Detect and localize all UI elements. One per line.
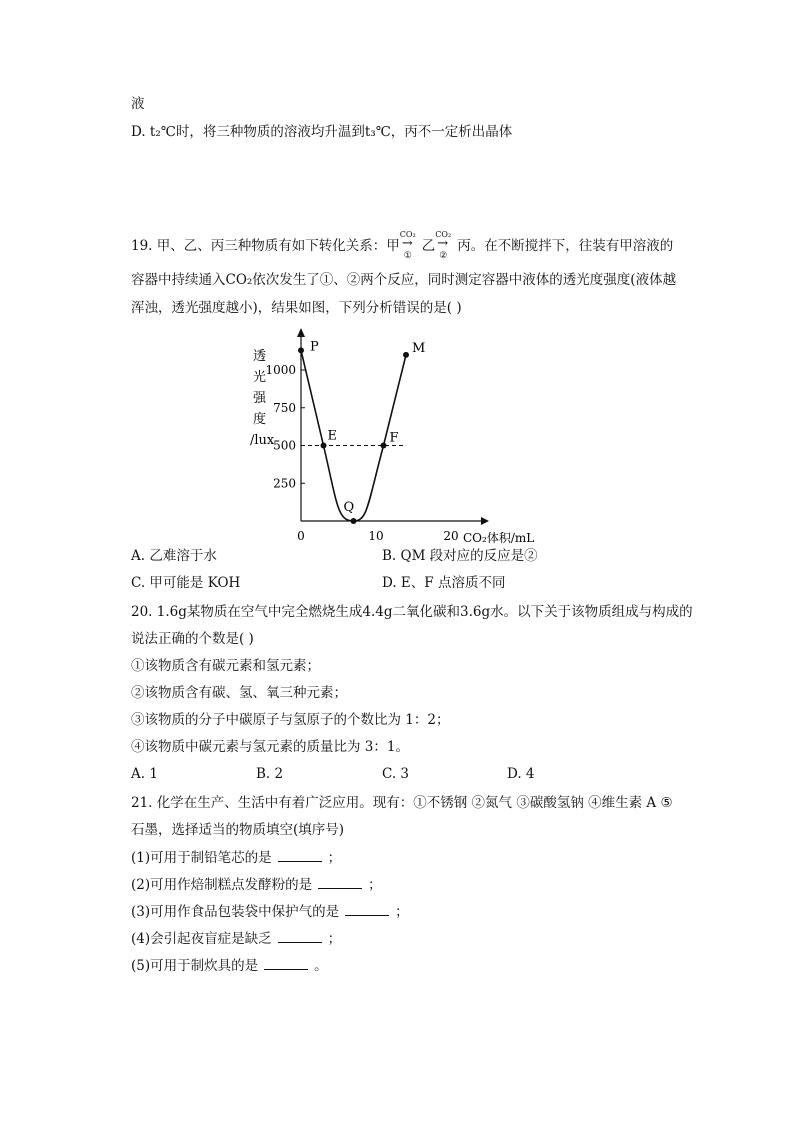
- x-axis-label: CO₂体积/mL: [463, 531, 535, 545]
- y-axis-label: 强: [253, 391, 267, 406]
- data-point-f: [381, 443, 387, 449]
- answer-blank[interactable]: [318, 876, 362, 889]
- data-point-q: [351, 518, 357, 524]
- point-label-q: Q: [343, 500, 355, 515]
- q20-statement-3: ③该物质的分子中碳原子与氢原子的个数比为 1：2；: [131, 712, 450, 728]
- q19-line1-b: 丙。在不断搅拌下，往装有甲溶液的: [457, 238, 674, 254]
- q20-line2: 说法正确的个数是( ): [131, 631, 254, 647]
- q19-option-a: A. 乙难溶于水: [131, 548, 217, 564]
- q21-part-4: (4)会引起夜盲症是缺乏 ；: [131, 931, 342, 947]
- x-tick-label: 20: [443, 529, 459, 543]
- y-axis-label: /lux: [250, 433, 275, 448]
- point-label-p: P: [310, 339, 319, 355]
- q20-statement-4: ④该物质中碳元素与氢元素的质量比为 3：1。: [131, 739, 409, 755]
- transmittance-chart: [0, 0, 794, 560]
- point-label-f: F: [389, 430, 399, 446]
- point-label-e: E: [327, 428, 337, 444]
- data-point-m: [403, 352, 409, 358]
- q19-line3: 浑浊，透光强度越小)，结果如图，下列分析错误的是( ): [131, 300, 462, 316]
- point-label-m: M: [412, 340, 426, 356]
- answer-blank[interactable]: [345, 903, 389, 916]
- x-axis-arrow: [481, 517, 489, 525]
- q21-line1: 21. 化学在生产、生活中有着广泛应用。现有：①不锈钢 ②氮气 ③碳酸氢钠 ④维生素 A ⑤: [131, 795, 673, 811]
- q19-mid: 乙: [421, 238, 436, 254]
- y-axis-label: 透: [253, 349, 267, 364]
- y-axis-label: 度: [253, 412, 267, 427]
- x-tick-label: 0: [297, 529, 305, 543]
- y-axis-label: 光: [253, 370, 267, 385]
- q20-statement-2: ②该物质含有碳、氢、氧三种元素；: [131, 685, 347, 701]
- q20-line1: 20. 1.6g某物质在空气中完全燃烧生成4.4g二氧化碳和3.6g水。以下关于该物质组成与构成的: [131, 604, 693, 620]
- q20-option-d: D. 4: [507, 766, 535, 782]
- reaction-arrow-2: CO₂ → ②: [435, 230, 452, 261]
- data-point-p: [298, 347, 304, 353]
- q19-option-b: B. QM 段对应的反应是②: [382, 548, 538, 564]
- y-tick-label: 750: [273, 400, 296, 415]
- y-tick-label: 1000: [265, 363, 296, 377]
- q19-option-c: C. 甲可能是 KOH: [131, 575, 241, 591]
- q19-line2: 容器中持续通入CO₂依次发生了①、②两个反应，同时测定容器中液体的透光度强度(液体越: [131, 272, 677, 288]
- q21-part-3: (3)可用作食品包装袋中保护气的是 ；: [131, 904, 409, 920]
- q20-statement-1: ①该物质含有碳元素和氢元素；: [131, 658, 320, 674]
- q21-part-2: (2)可用作焙制糕点发酵粉的是 ；: [131, 877, 382, 893]
- text-line: 液: [131, 96, 145, 112]
- answer-blank[interactable]: [278, 849, 322, 862]
- q20-option-b: B. 2: [256, 766, 284, 782]
- q20-option-a: A. 1: [131, 766, 158, 782]
- x-tick-label: 10: [368, 529, 384, 543]
- y-tick-label: 500: [273, 438, 296, 453]
- reaction-arrow-1: CO₂ → ①: [399, 230, 416, 261]
- data-point-e: [321, 443, 327, 449]
- q19-line1-a: 19. 甲、乙、丙三种物质有如下转化关系：甲: [131, 238, 400, 254]
- y-axis-arrow: [297, 328, 305, 337]
- option-d-prev: D. t₂℃时，将三种物质的溶液均升温到t₃℃，丙不一定析出晶体: [131, 124, 513, 140]
- answer-blank[interactable]: [264, 957, 308, 970]
- q20-option-c: C. 3: [382, 766, 410, 782]
- q19-option-d: D. E、F 点溶质不同: [382, 575, 506, 591]
- q21-line2: 石墨，选择适当的物质填空(填序号): [131, 822, 345, 838]
- q21-part-5: (5)可用于制炊具的是 。: [131, 958, 328, 974]
- y-tick-label: 250: [273, 476, 296, 491]
- q21-part-1: (1)可用于制铅笔芯的是 ；: [131, 850, 342, 866]
- answer-blank[interactable]: [278, 930, 322, 943]
